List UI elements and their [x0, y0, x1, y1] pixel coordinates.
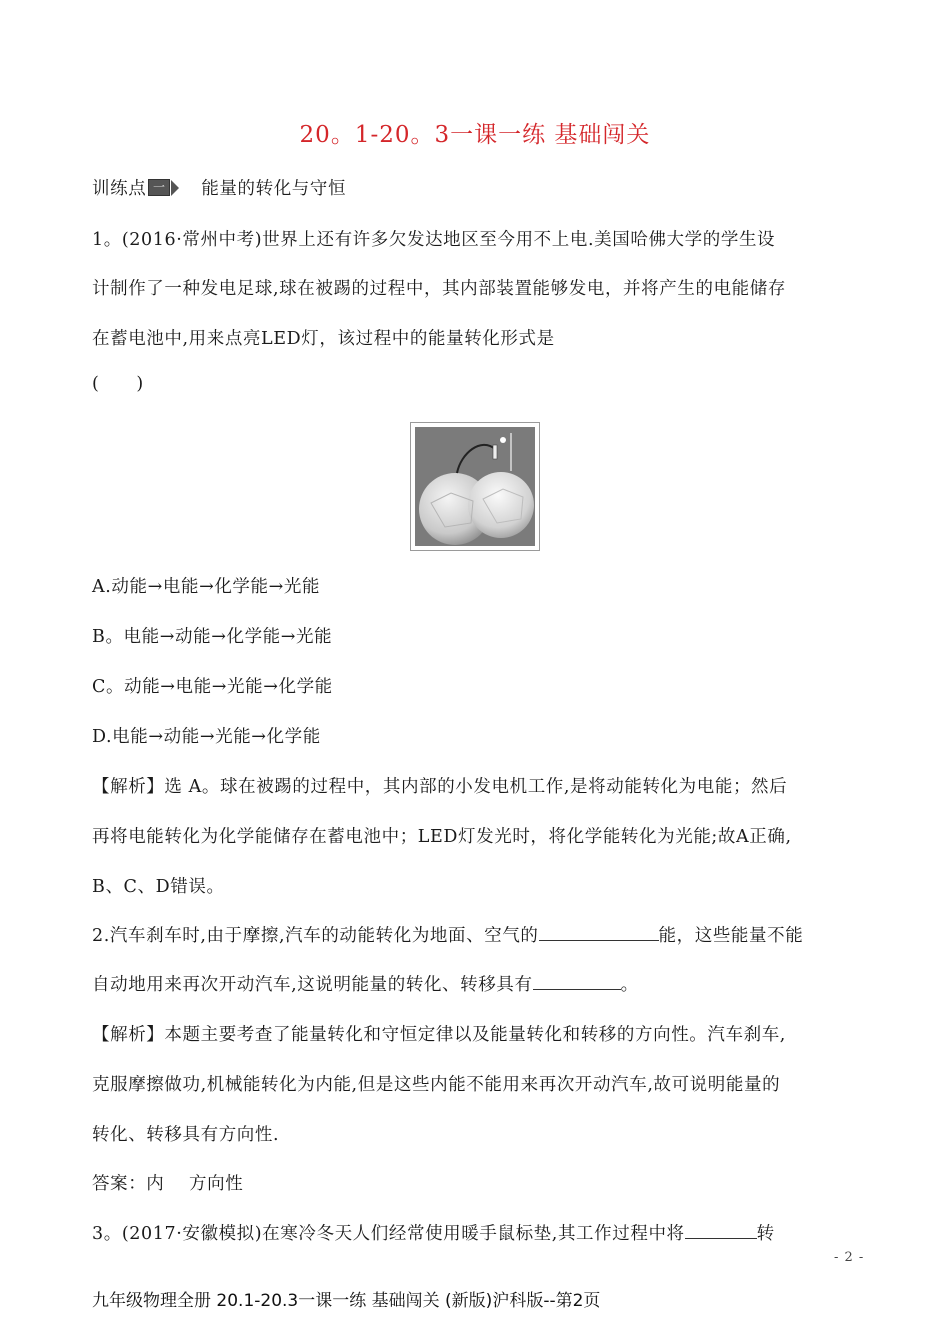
- q1-option-d: D.电能→动能→光能→化学能: [92, 727, 321, 747]
- q1-option-c: C。动能→电能→光能→化学能: [92, 677, 333, 697]
- q2-line-2-text-end: 。: [620, 975, 639, 995]
- q2-line-1-text: 2.汽车刹车时,由于摩擦,汽车的动能转化为地面、空气的: [92, 926, 539, 946]
- q1-line-3: 在蓄电池中,用来点亮LED灯，该过程中的能量转化形式是: [92, 329, 555, 349]
- q2-analysis-line-2: 克服摩擦做功,机械能转化为内能,但是这些内能不能用来再次开动汽车,故可说明能量的: [92, 1075, 781, 1095]
- q2-line-2-text: 自动地用来再次开动汽车,这说明能量的转化、转移具有: [92, 975, 533, 995]
- q3-line-1-text: 3。(2017·安徽模拟)在寒冷冬天人们经常使用暖手鼠标垫,其工作过程中将: [92, 1224, 685, 1244]
- section-badge: [148, 179, 179, 196]
- q1-answer-paren: ( ): [92, 374, 144, 394]
- q2-blank-2: [533, 973, 621, 990]
- q1-analysis-line-2: 再将电能转化为化学能储存在蓄电池中；LED灯发光时，将化学能转化为光能;故A正确,: [92, 827, 792, 847]
- q1-option-a: A.动能→电能→化学能→光能: [92, 577, 321, 597]
- q3-line-1: [92, 1220, 775, 1245]
- page-number: - 2 -: [834, 1250, 865, 1265]
- q1-line-1: 1。(2016·常州中考)世界上还有许多欠发达地区至今用不上电.美国哈佛大学的学生设: [92, 230, 776, 250]
- q2-line-2: [92, 971, 639, 996]
- section-badge-number: 一: [148, 179, 170, 196]
- q2-analysis-line-3: 转化、转移具有方向性.: [92, 1125, 280, 1145]
- q3-blank-1: [685, 1222, 757, 1239]
- section-prefix: 训练点: [92, 179, 147, 199]
- q2-line-1-text-end: 能，这些能量不能: [658, 926, 804, 946]
- arrow-icon: [171, 180, 179, 196]
- q2-analysis-line-1: 【解析】本题主要考查了能量转化和守恒定律以及能量转化和转移的方向性。汽车刹车,: [92, 1025, 786, 1045]
- q2-blank-1: [539, 924, 659, 941]
- section-heading: [92, 175, 346, 200]
- q2-line-1: [92, 922, 803, 947]
- page-title: 20。1-20。3一课一练 基础闯关: [299, 122, 651, 148]
- q2-answer: 答案：内 方向性: [92, 1174, 244, 1194]
- q1-analysis-line-1: 【解析】选 A。球在被踢的过程中，其内部的小发电机工作,是将动能转化为电能；然后: [92, 777, 788, 797]
- q1-option-b: B。电能→动能→化学能→光能: [92, 627, 333, 647]
- q1-line-2: 计制作了一种发电足球,球在被踢的过程中，其内部装置能够发电，并将产生的电能储存: [92, 279, 786, 299]
- q1-analysis-line-3: B、C、D错误。: [92, 877, 225, 897]
- section-label: 能量的转化与守恒: [201, 179, 347, 199]
- q3-line-1-text-end: 转: [756, 1224, 775, 1244]
- football-photo: [410, 422, 540, 551]
- footer-caption: 九年级物理全册 20.1-20.3一课一练 基础闯关 (新版)沪科版--第2页: [92, 1291, 601, 1311]
